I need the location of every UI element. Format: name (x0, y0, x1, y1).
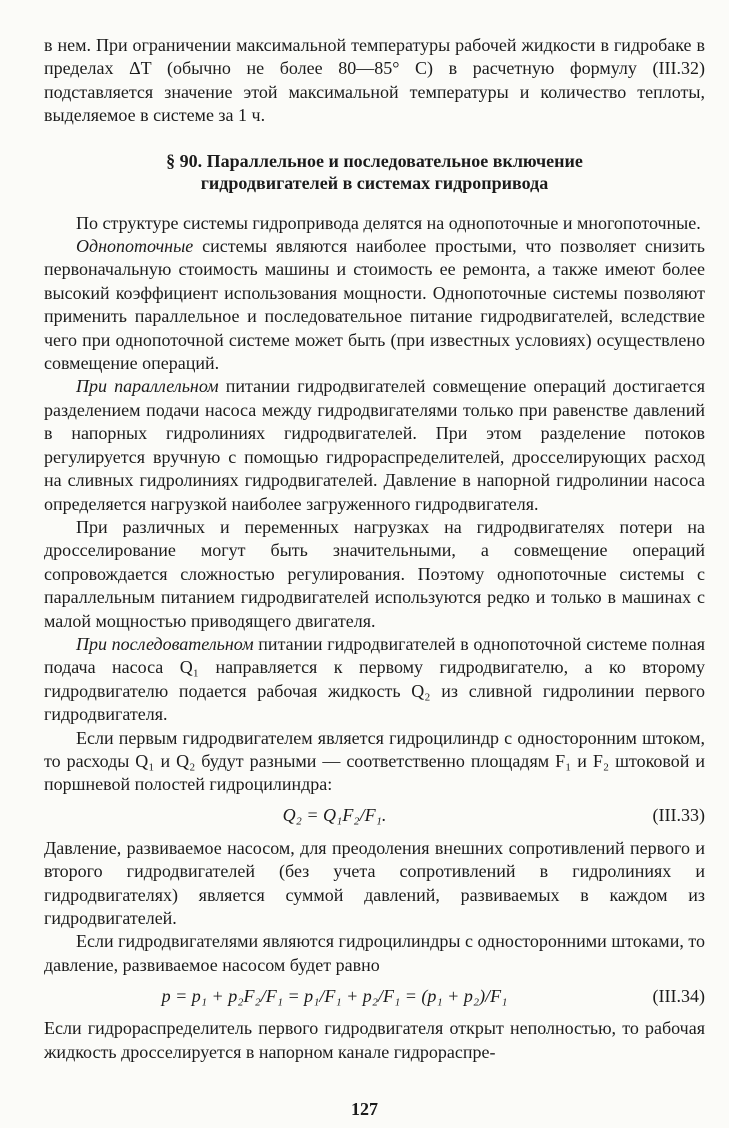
term-parallel: При параллельном (76, 376, 219, 397)
formula-iii-34-number: (III.34) (652, 985, 705, 1006)
section-heading-line-1: § 90. Параллельное и последовательное включение (166, 150, 583, 171)
paragraph-single-flow (44, 235, 705, 375)
formula-iii-33 (44, 801, 705, 831)
paragraph-series-text: питании гидродвигателей в однопоточной системе полная подача насоса Q₁ направляется к первому гидродвигателю, а ко второму гидродвигателю подается рабочая жидкость Q₂ из сливной гидролинии первого гидродвигателя. (44, 633, 706, 725)
page-number: 127 (351, 1099, 378, 1119)
paragraph-cylinder-flow: Если первым гидродвигателем является гидроцилиндр с односторонним штоком, то расходы Q₁ и Q₂ будут разными — соответственно площадям F₁ и F₂ штоковой и поршневой полостей гидроцилиндра: (44, 727, 705, 795)
formula-iii-34-expression: p = p₁ + p₂F₂/F₁ = p₁/F₁ + p₂/F₁ = (p₁ + p₂)/F₁ (161, 985, 508, 1006)
formula-iii-33-number: (III.33) (652, 805, 705, 826)
paragraph-structure: По структуре системы гидропривода делятся на однопоточные и многопоточные. (76, 212, 701, 233)
formula-iii-34 (44, 981, 705, 1011)
paragraph-continuation: в нем. При ограничении максимальной температуры рабочей жидкости в гидробаке в пределах ΔT (обычно не более 80—85° С) в расчетную формулу (III.32) подставляется значение этой максимальной температуры и количество теплоты, выделяемое в системе за 1 ч. (44, 35, 705, 126)
term-series: При последовательном (76, 633, 254, 654)
paragraph-single-rod-cylinders: Если гидродвигателями являются гидроцилиндры с односторонними штоками, то давление, развиваемое насосом будет равно (44, 931, 705, 975)
paragraph-single-flow-text: системы являются наиболее простыми, что позволяет снизить первоначальную стоимость машины и стоимость ее ремонта, а также имеют более высокий коэффициент использования мощности. Однопоточные системы позволяют применить параллельное и последовательное питание гидродвигателей, вследствие чего при однопоточной системе может быть (при известных условиях) осуществлено совмещение операций. (44, 236, 705, 374)
section-heading-line-2: гидродвигателей в системах гидропривода (200, 172, 549, 193)
paragraph-parallel (44, 375, 705, 515)
paragraph-series (44, 633, 705, 727)
paragraph-pump-pressure: Давление, развиваемое насосом, для преодоления внешних сопротивлений первого и второго гидродвигателей (без учета сопротивлений в гидролиниях и гидродвигателях) является суммой давлений, развиваемых в каждом из гидродвигателей. (44, 837, 705, 928)
formula-iii-33-expression: Q₂ = Q₁F₂/F₁. (282, 805, 387, 826)
paragraph-variable-loads: При различных и переменных нагрузках на гидродвигателях потери на дросселирование могут быть значительными, а совмещение операций сопровождается сложностью регулирования. Поэтому однопоточные системы с параллельным питанием гидродвигателей используются редко и только в машинах с малой мощностью приводящего двигателя. (44, 516, 705, 631)
term-single-flow: Однопоточные (76, 236, 194, 257)
paragraph-parallel-text: питании гидродвигателей совмещение операций достигается разделением подачи насоса между гидродвигателями только при равенстве давлений в напорных гидролиниях гидродвигателей. При этом разделение потоков регулируется вручную с помощью гидрораспределителей, дросселирующих расход на сливных гидролиниях гидродвигателей. Давление в напорной гидролинии насоса определяется нагрузкой наиболее загруженного гидродвигателя. (44, 376, 705, 514)
section-heading (44, 150, 705, 194)
paragraph-throttling: Если гидрораспределитель первого гидродвигателя открыт неполностью, то рабочая жидкость дросселируется в напорном канале гидрораспре- (44, 1018, 705, 1062)
